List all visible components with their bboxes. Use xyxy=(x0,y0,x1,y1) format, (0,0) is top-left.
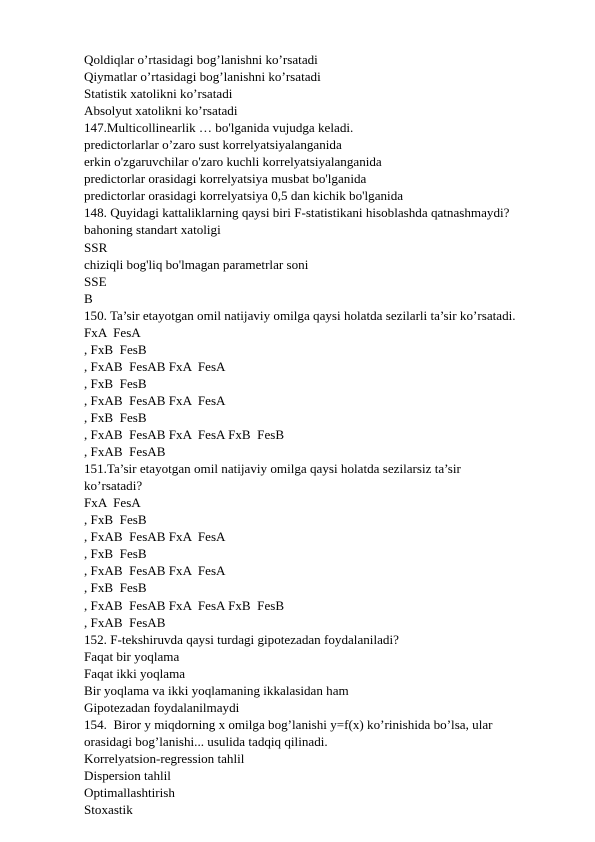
answer-option: Optimallashtirish xyxy=(84,785,175,801)
formula-line: , FxB FesB xyxy=(84,409,147,425)
question-154-cont: orasidagi bog’lanishi... usulida tadqiq qilinadi. xyxy=(84,733,328,749)
question-148: 148. Quyidagi kattaliklarning qaysi biri F-statistikani hisoblashda qatnashmaydi? xyxy=(84,205,510,221)
question-151-cont: ko’rsatadi? xyxy=(84,478,143,494)
formula-line: , FxAB FesAB xyxy=(84,444,166,460)
formula-line: , FxAB FesAB FxA FesA xyxy=(84,563,226,579)
formula-line: , FxAB FesAB xyxy=(84,614,166,630)
question-147: 147.Multicollinearlik … bo'lganida vujudga keladi. xyxy=(84,120,354,136)
answer-option: chiziqli bog'liq bo'lmagan parametrlar soni xyxy=(84,256,309,272)
question-150: 150. Ta’sir etayotgan omil natijaviy omilga qaysi holatda sezilarli ta’sir ko’rsatadi. xyxy=(84,307,516,323)
answer-option: Korrelyatsion-regression tahlil xyxy=(84,750,245,766)
formula-line: , FxAB FesAB FxA FesA xyxy=(84,392,226,408)
formula-line: FxA FesA xyxy=(84,324,141,340)
document-page xyxy=(84,51,579,818)
formula-line: , FxB FesB xyxy=(84,341,147,357)
formula-line: , FxB FesB xyxy=(84,580,147,596)
formula-line: , FxAB FesAB FxA FesA FxB FesB xyxy=(84,427,285,443)
answer-option: Qiymatlar o’rtasidagi bog’lanishni ko’rsatadi xyxy=(84,69,321,85)
answer-option: Faqat ikki yoqlama xyxy=(84,665,186,681)
answer-option: Qoldiqlar o’rtasidagi bog’lanishni ko’rsatadi xyxy=(84,52,318,67)
formula-line: , FxB FesB xyxy=(84,512,147,528)
formula-line: , FxAB FesAB FxA FesA FxB FesB xyxy=(84,597,285,613)
answer-option: predictorlarlar o’zaro sust korrelyatsiyalanganida xyxy=(84,137,342,153)
answer-option: Absolyut xatolikni ko’rsatadi xyxy=(84,103,238,119)
question-151: 151.Ta’sir etayotgan omil natijaviy omilga qaysi holatda sezilarsiz ta’sir xyxy=(84,461,461,477)
answer-option: Stoxastik xyxy=(84,802,133,818)
answer-option: Gipotezadan foydalanilmaydi xyxy=(84,699,240,715)
formula-line: , FxAB FesAB FxA FesA xyxy=(84,358,226,374)
answer-option: erkin o'zgaruvchilar o'zaro kuchli korrelyatsiyalanganida xyxy=(84,154,382,170)
formula-line: , FxB FesB xyxy=(84,546,147,562)
answer-option: predictorlar orasidagi korrelyatsiya musbat bo'lganida xyxy=(84,171,367,187)
answer-option: Dispersion tahlil xyxy=(84,767,171,783)
answer-option: SSE xyxy=(84,273,107,289)
question-152: 152. F-tekshiruvda qaysi turdagi gipotezadan foydalaniladi? xyxy=(84,631,399,647)
formula-line: , FxAB FesAB FxA FesA xyxy=(84,529,226,545)
answer-option: Bir yoqlama va ikki yoqlamaning ikkalasidan ham xyxy=(84,682,349,698)
answer-option: SSR xyxy=(84,239,108,255)
formula-line: , FxB FesB xyxy=(84,375,147,391)
formula-line: FxA FesA xyxy=(84,495,141,511)
answer-option: Faqat bir yoqlama xyxy=(84,648,180,664)
answer-option: B xyxy=(84,290,93,306)
question-154: 154. Biror y miqdorning x omilga bog’lanishi y=f(x) ko’rinishida bo’lsa, ular xyxy=(84,716,493,732)
answer-option: predictorlar orasidagi korrelyatsiya 0,5 dan kichik bo'lganida xyxy=(84,188,404,204)
answer-option: Statistik xatolikni ko’rsatadi xyxy=(84,86,233,102)
answer-option: bahoning standart xatoligi xyxy=(84,222,221,238)
